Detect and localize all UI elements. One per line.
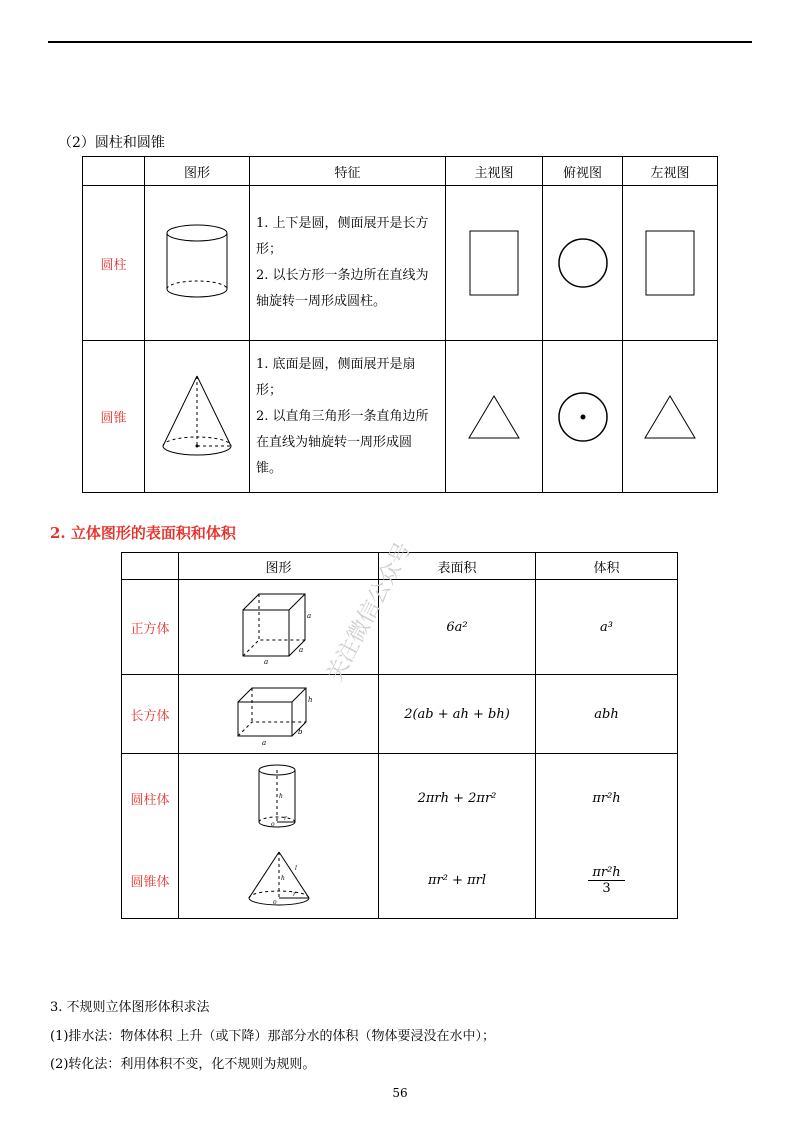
cube-volume-formula: a³	[536, 580, 678, 675]
table-row	[122, 675, 678, 754]
header-volume: 体积	[536, 553, 678, 580]
cylinder-figure	[145, 186, 250, 341]
cylinder-cone-table	[82, 156, 718, 493]
table-row	[122, 842, 678, 919]
header-left-view: 左视图	[623, 157, 718, 186]
table-row	[122, 580, 678, 675]
cone-front-view	[446, 341, 543, 493]
watermark: 关注微信公众号	[322, 538, 417, 687]
cylinder-features: 1. 上下是圆，侧面展开是长方 形； 2. 以长方形一条边所在直线为 轴旋转一周形成圆柱。	[250, 186, 446, 341]
cone-solid-figure	[179, 842, 379, 919]
svg-text:o: o	[270, 821, 275, 828]
cuboid-surface-formula: 2(ab + ah + bh)	[379, 675, 536, 754]
svg-text:h: h	[307, 696, 313, 704]
svg-text:h: h	[278, 793, 283, 800]
svg-text:r: r	[292, 891, 296, 898]
header-surface-area: 表面积	[379, 553, 536, 580]
section-title-irregular-volume: 3. 不规则立体图形体积求法	[50, 1000, 210, 1015]
triangle-icon	[643, 394, 697, 440]
cone-figure	[145, 341, 250, 493]
section-title-surface-volume: 2. 立体图形的表面积和体积	[50, 524, 236, 542]
row-label-cylinder: 圆柱	[83, 186, 145, 341]
svg-text:l: l	[294, 865, 297, 872]
method-conversion: (2)转化法：利用体积不变，化不规则为规则。	[50, 1057, 316, 1072]
cylinder-volume-formula: πr²h	[536, 754, 678, 843]
table-row	[83, 341, 718, 493]
cube-drawing	[239, 590, 319, 664]
header-figure: 图形	[179, 553, 379, 580]
rectangle-icon	[645, 230, 695, 296]
cone-top-view	[543, 341, 623, 493]
cylinder-front-view	[446, 186, 543, 341]
cone-left-view	[623, 341, 718, 493]
svg-text:a: a	[298, 646, 303, 654]
table-row	[122, 754, 678, 843]
header-empty	[83, 157, 145, 186]
table-header-row	[83, 157, 718, 186]
svg-text:r: r	[283, 815, 287, 822]
cone-surface-formula: πr² + πrl	[379, 842, 536, 919]
svg-text:h: h	[280, 875, 285, 882]
cone-features: 1. 底面是圆，侧面展开是扇形； 2. 以直角三角形一条直角边所 在直线为轴旋转一周形成圆 锥。	[250, 341, 446, 493]
method-drainage: (1)排水法：物体体积 上升（或下降）那部分水的体积（物体要浸没在水中）；	[50, 1029, 496, 1044]
svg-text:a: a	[306, 612, 311, 620]
cylinder-drawing	[162, 223, 232, 303]
cylinder-left-view	[623, 186, 718, 341]
circle-with-center-icon	[557, 391, 609, 443]
header-front-view: 主视图	[446, 157, 543, 186]
header-feature: 特征	[250, 157, 446, 186]
svg-text:a: a	[261, 739, 266, 746]
cuboid-drawing	[234, 682, 324, 746]
row-label-cone: 圆锥	[83, 341, 145, 493]
rectangle-icon	[469, 230, 519, 296]
section-title-cylinder-cone: （2）圆柱和圆锥	[58, 135, 165, 151]
page-number: 56	[392, 1086, 408, 1100]
svg-text:a: a	[263, 658, 268, 664]
cylinder-solid-figure	[179, 754, 379, 843]
top-rule	[48, 41, 752, 43]
cuboid-volume-formula: abh	[536, 675, 678, 754]
row-label-cylinder-solid: 圆柱体	[122, 754, 179, 843]
cylinder-top-view	[543, 186, 623, 341]
header-empty	[122, 553, 179, 580]
cube-surface-formula: 6a²	[379, 580, 536, 675]
surface-volume-table	[121, 552, 678, 919]
triangle-icon	[467, 394, 521, 440]
cone-drawing	[243, 848, 315, 912]
row-label-cuboid: 长方体	[122, 675, 179, 754]
svg-text:b: b	[297, 728, 302, 736]
row-label-cone-solid: 圆锥体	[122, 842, 179, 919]
cone-volume-formula: $\frac{\text{πr²h}}{3}$	[536, 842, 678, 919]
circle-icon	[557, 237, 609, 289]
table-row	[83, 186, 718, 341]
svg-text:o: o	[272, 899, 277, 906]
header-figure: 图形	[145, 157, 250, 186]
cylinder-surface-formula: 2πrh + 2πr²	[379, 754, 536, 843]
cone-drawing	[159, 372, 235, 462]
cylinder-drawing	[249, 762, 309, 834]
row-label-cube: 正方体	[122, 580, 179, 675]
cuboid-figure	[179, 675, 379, 754]
header-top-view: 俯视图	[543, 157, 623, 186]
